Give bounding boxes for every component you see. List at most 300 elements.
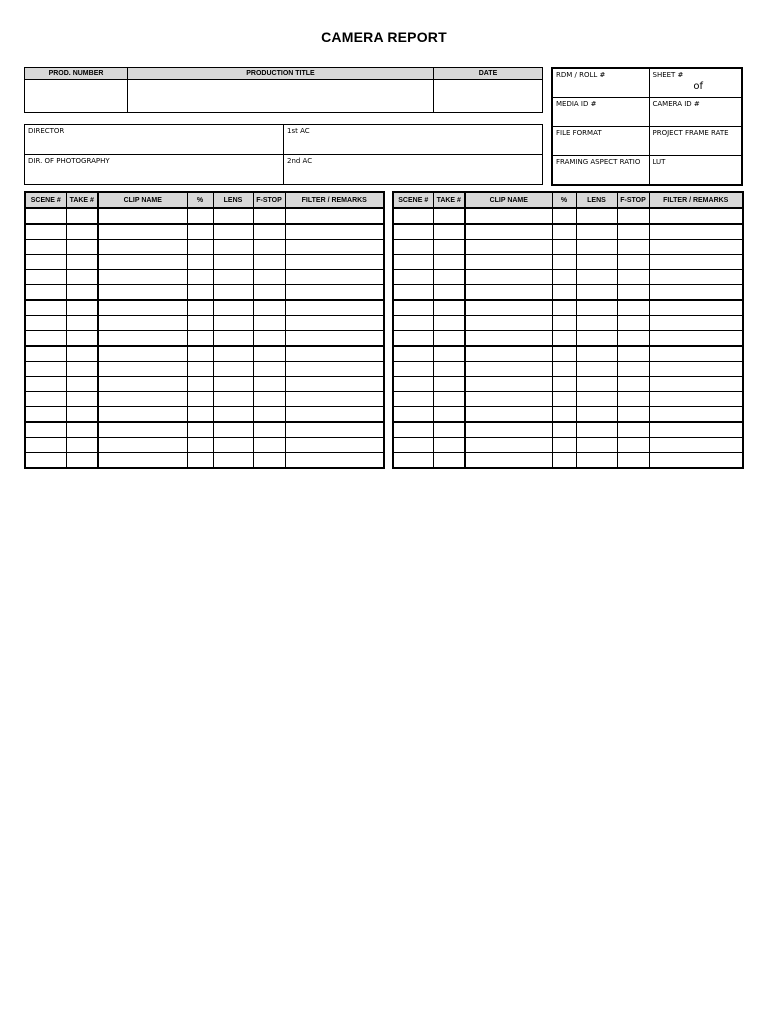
media-id-field[interactable]: MEDIA ID #	[552, 98, 649, 127]
lens-cell[interactable]	[576, 438, 617, 453]
fstop-cell[interactable]	[617, 362, 649, 377]
fstop-cell[interactable]	[617, 438, 649, 453]
percent-cell[interactable]	[187, 377, 213, 392]
take-cell[interactable]	[66, 240, 98, 255]
take-cell[interactable]	[66, 392, 98, 407]
log-row	[393, 377, 743, 392]
percent-header: %	[552, 192, 576, 208]
fstop-header: F-STOP	[617, 192, 649, 208]
director-field[interactable]: DIRECTOR	[25, 125, 284, 155]
percent-cell[interactable]	[187, 438, 213, 453]
clip-name-cell[interactable]	[465, 346, 552, 362]
percent-cell[interactable]	[187, 407, 213, 423]
lens-cell[interactable]	[213, 331, 253, 347]
filter-remarks-cell[interactable]	[649, 285, 743, 301]
scene-cell[interactable]	[393, 270, 433, 285]
percent-cell[interactable]	[552, 346, 576, 362]
fstop-cell[interactable]	[617, 224, 649, 240]
take-cell[interactable]	[433, 362, 465, 377]
production-title-field[interactable]	[128, 80, 434, 113]
clip-name-cell[interactable]	[98, 392, 187, 407]
filter-remarks-cell[interactable]	[649, 346, 743, 362]
take-cell[interactable]	[433, 316, 465, 331]
lens-cell[interactable]	[576, 422, 617, 438]
percent-header: %	[187, 192, 213, 208]
take-cell[interactable]	[66, 422, 98, 438]
fstop-cell[interactable]	[617, 208, 649, 224]
clip-name-cell[interactable]	[98, 438, 187, 453]
log-row	[25, 255, 384, 270]
log-row	[25, 392, 384, 407]
take-cell[interactable]	[433, 208, 465, 224]
take-cell[interactable]	[433, 240, 465, 255]
lens-cell[interactable]	[213, 255, 253, 270]
scene-cell[interactable]	[393, 255, 433, 270]
fstop-cell[interactable]	[253, 377, 285, 392]
log-row	[393, 316, 743, 331]
scene-cell[interactable]	[25, 362, 66, 377]
dop-field[interactable]: DIR. OF PHOTOGRAPHY	[25, 155, 284, 185]
scene-cell[interactable]	[25, 300, 66, 316]
log-row	[393, 240, 743, 255]
log-row	[25, 422, 384, 438]
fstop-cell[interactable]	[617, 453, 649, 469]
percent-cell[interactable]	[187, 316, 213, 331]
aspect-ratio-field[interactable]: FRAMING ASPECT RATIO	[552, 156, 649, 186]
percent-cell[interactable]	[552, 438, 576, 453]
page-title: CAMERA REPORT	[321, 29, 447, 45]
log-row	[393, 300, 743, 316]
take-cell[interactable]	[433, 331, 465, 347]
take-cell[interactable]	[433, 438, 465, 453]
fstop-cell[interactable]	[617, 270, 649, 285]
filter-remarks-cell[interactable]	[285, 270, 384, 285]
fstop-cell[interactable]	[617, 422, 649, 438]
filter-remarks-cell[interactable]	[285, 346, 384, 362]
clip-name-cell[interactable]	[98, 316, 187, 331]
percent-cell[interactable]	[552, 240, 576, 255]
filter-remarks-cell[interactable]	[285, 300, 384, 316]
lens-cell[interactable]	[576, 362, 617, 377]
filter-remarks-cell[interactable]	[649, 422, 743, 438]
log-row	[25, 453, 384, 469]
percent-cell[interactable]	[187, 300, 213, 316]
lens-cell[interactable]	[213, 407, 253, 423]
lens-cell[interactable]	[213, 392, 253, 407]
filter-remarks-cell[interactable]	[649, 362, 743, 377]
scene-cell[interactable]	[393, 362, 433, 377]
log-row	[393, 255, 743, 270]
filter-remarks-cell[interactable]	[649, 208, 743, 224]
log-row	[25, 270, 384, 285]
lens-cell[interactable]	[576, 240, 617, 255]
clip-name-cell[interactable]	[465, 422, 552, 438]
clip-name-cell[interactable]	[98, 346, 187, 362]
log-row	[393, 438, 743, 453]
filter-remarks-cell[interactable]	[649, 438, 743, 453]
fstop-cell[interactable]	[253, 331, 285, 347]
clip-name-cell[interactable]	[465, 316, 552, 331]
scene-cell[interactable]	[393, 285, 433, 301]
production-title-header: PRODUCTION TITLE	[128, 68, 434, 80]
log-row	[393, 362, 743, 377]
scene-cell[interactable]	[25, 453, 66, 469]
take-cell[interactable]	[433, 453, 465, 469]
lens-cell[interactable]	[576, 346, 617, 362]
first-ac-field[interactable]: 1st AC	[284, 125, 543, 155]
take-cell[interactable]	[433, 407, 465, 423]
filter-remarks-cell[interactable]	[649, 316, 743, 331]
shot-log-left	[24, 191, 385, 469]
scene-cell[interactable]	[393, 224, 433, 240]
clip-name-cell[interactable]	[465, 285, 552, 301]
sheet-label: SHEET #	[652, 71, 684, 79]
lens-cell[interactable]	[213, 270, 253, 285]
percent-cell[interactable]	[552, 285, 576, 301]
fstop-cell[interactable]	[617, 285, 649, 301]
percent-cell[interactable]	[187, 285, 213, 301]
log-row	[393, 331, 743, 347]
percent-cell[interactable]	[552, 392, 576, 407]
lens-cell[interactable]	[576, 270, 617, 285]
log-row	[393, 453, 743, 469]
scene-cell[interactable]	[25, 224, 66, 240]
take-cell[interactable]	[66, 270, 98, 285]
lens-cell[interactable]	[213, 438, 253, 453]
filter-remarks-cell[interactable]	[649, 270, 743, 285]
log-row	[25, 407, 384, 423]
lens-cell[interactable]	[213, 316, 253, 331]
scene-cell[interactable]	[25, 240, 66, 255]
scene-cell[interactable]	[393, 316, 433, 331]
clip-name-cell[interactable]	[98, 300, 187, 316]
fstop-cell[interactable]	[617, 240, 649, 255]
lut-field[interactable]: LUT	[649, 156, 742, 186]
percent-cell[interactable]	[552, 377, 576, 392]
lens-cell[interactable]	[213, 300, 253, 316]
percent-cell[interactable]	[552, 300, 576, 316]
take-cell[interactable]	[433, 270, 465, 285]
fstop-cell[interactable]	[253, 453, 285, 469]
fstop-cell[interactable]	[617, 255, 649, 270]
filter-remarks-cell[interactable]	[285, 453, 384, 469]
lens-cell[interactable]	[576, 377, 617, 392]
percent-cell[interactable]	[552, 362, 576, 377]
filter-remarks-header: FILTER / REMARKS	[285, 192, 384, 208]
fstop-cell[interactable]	[617, 300, 649, 316]
fstop-cell[interactable]	[253, 224, 285, 240]
percent-cell[interactable]	[187, 422, 213, 438]
scene-cell[interactable]	[25, 208, 66, 224]
clip-name-cell[interactable]	[98, 331, 187, 347]
filter-remarks-cell[interactable]	[285, 240, 384, 255]
fstop-cell[interactable]	[617, 316, 649, 331]
lens-cell[interactable]	[576, 224, 617, 240]
clip-name-cell[interactable]	[98, 208, 187, 224]
take-cell[interactable]	[66, 438, 98, 453]
percent-cell[interactable]	[187, 362, 213, 377]
lens-cell[interactable]	[576, 392, 617, 407]
log-row	[25, 224, 384, 240]
scene-cell[interactable]	[393, 422, 433, 438]
fstop-cell[interactable]	[617, 392, 649, 407]
lens-cell[interactable]	[213, 208, 253, 224]
filter-remarks-cell[interactable]	[649, 377, 743, 392]
clip-name-cell[interactable]	[465, 270, 552, 285]
clip-name-cell[interactable]	[98, 453, 187, 469]
scene-cell[interactable]	[25, 270, 66, 285]
fstop-cell[interactable]	[253, 392, 285, 407]
clip-name-cell[interactable]	[98, 377, 187, 392]
scene-cell[interactable]	[25, 285, 66, 301]
fstop-cell[interactable]	[253, 270, 285, 285]
filter-remarks-cell[interactable]	[285, 224, 384, 240]
log-row	[25, 438, 384, 453]
filter-remarks-cell[interactable]	[285, 392, 384, 407]
filter-remarks-cell[interactable]	[285, 285, 384, 301]
take-cell[interactable]	[66, 346, 98, 362]
filter-remarks-cell[interactable]	[649, 255, 743, 270]
fstop-header: F-STOP	[253, 192, 285, 208]
fstop-cell[interactable]	[253, 285, 285, 301]
scene-cell[interactable]	[393, 346, 433, 362]
sheet-of-label: of	[693, 81, 703, 92]
percent-cell[interactable]	[187, 331, 213, 347]
lens-cell[interactable]	[213, 285, 253, 301]
clip-name-cell[interactable]	[465, 224, 552, 240]
filter-remarks-cell[interactable]	[649, 224, 743, 240]
clip-name-cell[interactable]	[98, 422, 187, 438]
date-header: DATE	[434, 68, 543, 80]
percent-cell[interactable]	[187, 453, 213, 469]
fstop-cell[interactable]	[617, 407, 649, 423]
filter-remarks-cell[interactable]	[285, 208, 384, 224]
clip-name-cell[interactable]	[465, 453, 552, 469]
clip-name-cell[interactable]	[465, 255, 552, 270]
take-cell[interactable]	[66, 331, 98, 347]
percent-cell[interactable]	[187, 240, 213, 255]
filter-remarks-cell[interactable]	[649, 453, 743, 469]
take-cell[interactable]	[66, 224, 98, 240]
percent-cell[interactable]	[187, 270, 213, 285]
scene-cell[interactable]	[25, 407, 66, 423]
take-cell[interactable]	[66, 316, 98, 331]
clip-name-cell[interactable]	[98, 285, 187, 301]
lens-cell[interactable]	[213, 422, 253, 438]
filter-remarks-cell[interactable]	[285, 255, 384, 270]
percent-cell[interactable]	[552, 316, 576, 331]
scene-header: SCENE #	[393, 192, 433, 208]
lens-cell[interactable]	[213, 377, 253, 392]
scene-cell[interactable]	[393, 240, 433, 255]
lens-cell[interactable]	[213, 224, 253, 240]
fstop-cell[interactable]	[253, 422, 285, 438]
lens-cell[interactable]	[213, 240, 253, 255]
filter-remarks-cell[interactable]	[649, 407, 743, 423]
lens-cell[interactable]	[576, 316, 617, 331]
filter-remarks-cell[interactable]	[285, 331, 384, 347]
prod-number-field[interactable]	[25, 80, 128, 113]
scene-cell[interactable]	[25, 316, 66, 331]
clip-name-cell[interactable]	[98, 255, 187, 270]
lens-cell[interactable]	[576, 407, 617, 423]
percent-cell[interactable]	[552, 255, 576, 270]
log-row	[393, 285, 743, 301]
log-row	[393, 224, 743, 240]
scene-cell[interactable]	[25, 377, 66, 392]
percent-cell[interactable]	[552, 270, 576, 285]
clip-name-cell[interactable]	[465, 407, 552, 423]
filter-remarks-cell[interactable]	[649, 331, 743, 347]
clip-name-cell[interactable]	[465, 377, 552, 392]
roll-field[interactable]: RDM / ROLL #	[552, 68, 649, 98]
sheet-field[interactable]	[649, 68, 742, 98]
take-cell[interactable]	[433, 422, 465, 438]
scene-cell[interactable]	[25, 392, 66, 407]
clip-name-cell[interactable]	[98, 407, 187, 423]
take-cell[interactable]	[433, 346, 465, 362]
shot-log-right	[392, 191, 744, 469]
percent-cell[interactable]	[552, 453, 576, 469]
take-cell[interactable]	[66, 453, 98, 469]
lens-cell[interactable]	[213, 362, 253, 377]
lens-cell[interactable]	[576, 453, 617, 469]
clip-name-cell[interactable]	[465, 438, 552, 453]
clip-name-cell[interactable]	[98, 270, 187, 285]
percent-cell[interactable]	[187, 224, 213, 240]
scene-cell[interactable]	[393, 377, 433, 392]
filter-remarks-cell[interactable]	[649, 300, 743, 316]
fstop-cell[interactable]	[253, 346, 285, 362]
percent-cell[interactable]	[552, 407, 576, 423]
clip-name-header: CLIP NAME	[465, 192, 552, 208]
log-row	[25, 240, 384, 255]
log-row	[393, 407, 743, 423]
scene-cell[interactable]	[25, 331, 66, 347]
fstop-cell[interactable]	[617, 377, 649, 392]
scene-cell[interactable]	[25, 422, 66, 438]
take-cell[interactable]	[66, 255, 98, 270]
take-cell[interactable]	[433, 300, 465, 316]
filter-remarks-cell[interactable]	[285, 316, 384, 331]
clip-name-cell[interactable]	[98, 240, 187, 255]
scene-cell[interactable]	[25, 346, 66, 362]
lens-cell[interactable]	[213, 453, 253, 469]
scene-cell[interactable]	[393, 438, 433, 453]
scene-cell[interactable]	[393, 407, 433, 423]
filter-remarks-cell[interactable]	[285, 438, 384, 453]
fstop-cell[interactable]	[253, 407, 285, 423]
log-row	[393, 422, 743, 438]
clip-name-cell[interactable]	[465, 331, 552, 347]
log-row	[393, 392, 743, 407]
log-row	[25, 346, 384, 362]
log-row	[393, 208, 743, 224]
percent-cell[interactable]	[187, 346, 213, 362]
percent-cell[interactable]	[187, 255, 213, 270]
clip-name-cell[interactable]	[98, 362, 187, 377]
take-cell[interactable]	[433, 285, 465, 301]
clip-name-cell[interactable]	[465, 208, 552, 224]
log-row	[25, 377, 384, 392]
fstop-cell[interactable]	[617, 346, 649, 362]
log-row	[25, 285, 384, 301]
clip-name-cell[interactable]	[465, 240, 552, 255]
production-table	[24, 67, 543, 113]
percent-cell[interactable]	[187, 208, 213, 224]
take-cell[interactable]	[66, 208, 98, 224]
fstop-cell[interactable]	[253, 300, 285, 316]
percent-cell[interactable]	[552, 331, 576, 347]
filter-remarks-cell[interactable]	[649, 240, 743, 255]
fstop-cell[interactable]	[253, 240, 285, 255]
date-field[interactable]	[434, 80, 543, 113]
percent-cell[interactable]	[552, 422, 576, 438]
log-row	[25, 362, 384, 377]
clip-name-cell[interactable]	[465, 392, 552, 407]
lens-cell[interactable]	[576, 255, 617, 270]
filter-remarks-cell[interactable]	[285, 362, 384, 377]
second-ac-field[interactable]: 2nd AC	[284, 155, 543, 185]
percent-cell[interactable]	[187, 392, 213, 407]
fstop-cell[interactable]	[253, 255, 285, 270]
file-format-field[interactable]: FILE FORMAT	[552, 127, 649, 156]
clip-name-cell[interactable]	[465, 362, 552, 377]
lens-cell[interactable]	[213, 346, 253, 362]
fstop-cell[interactable]	[253, 362, 285, 377]
clip-name-cell[interactable]	[465, 300, 552, 316]
lens-header: LENS	[213, 192, 253, 208]
log-row	[25, 208, 384, 224]
info-table	[551, 67, 743, 186]
take-cell[interactable]	[66, 362, 98, 377]
filter-remarks-cell[interactable]	[285, 422, 384, 438]
take-cell[interactable]	[433, 224, 465, 240]
fstop-cell[interactable]	[253, 208, 285, 224]
fstop-cell[interactable]	[253, 316, 285, 331]
take-cell[interactable]	[66, 285, 98, 301]
clip-name-cell[interactable]	[98, 224, 187, 240]
take-cell[interactable]	[433, 392, 465, 407]
filter-remarks-cell[interactable]	[649, 392, 743, 407]
scene-cell[interactable]	[25, 438, 66, 453]
camera-id-field[interactable]: CAMERA ID #	[649, 98, 742, 127]
take-cell[interactable]	[66, 407, 98, 423]
percent-cell[interactable]	[552, 208, 576, 224]
scene-cell[interactable]	[25, 255, 66, 270]
scene-cell[interactable]	[393, 300, 433, 316]
lens-cell[interactable]	[576, 208, 617, 224]
percent-cell[interactable]	[552, 224, 576, 240]
crew-table	[24, 124, 543, 185]
lens-cell[interactable]	[576, 300, 617, 316]
lens-cell[interactable]	[576, 331, 617, 347]
take-cell[interactable]	[66, 377, 98, 392]
scene-cell[interactable]	[393, 331, 433, 347]
fstop-cell[interactable]	[617, 331, 649, 347]
take-cell[interactable]	[66, 300, 98, 316]
lens-cell[interactable]	[576, 285, 617, 301]
scene-cell[interactable]	[393, 453, 433, 469]
filter-remarks-cell[interactable]	[285, 407, 384, 423]
take-cell[interactable]	[433, 377, 465, 392]
fstop-cell[interactable]	[253, 438, 285, 453]
frame-rate-field[interactable]: PROJECT FRAME RATE	[649, 127, 742, 156]
filter-remarks-cell[interactable]	[285, 377, 384, 392]
scene-cell[interactable]	[393, 208, 433, 224]
scene-cell[interactable]	[393, 392, 433, 407]
take-cell[interactable]	[433, 255, 465, 270]
